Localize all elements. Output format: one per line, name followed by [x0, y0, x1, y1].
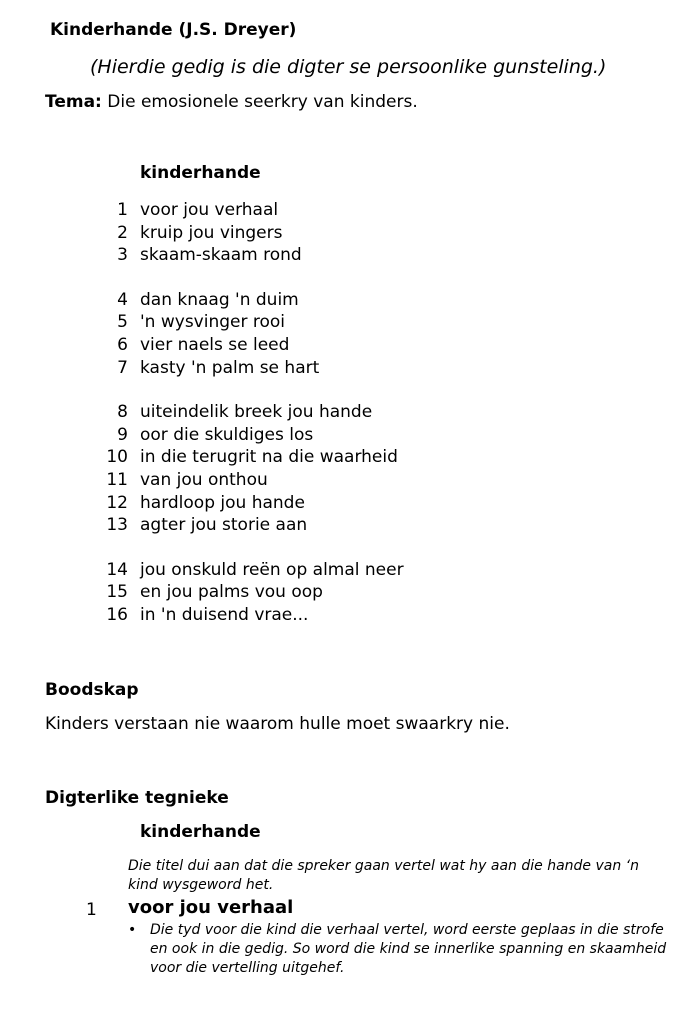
bullet-item: [128, 921, 668, 978]
boodskap-text: Kinders verstaan nie waarom hulle moet swaarkry nie.: [45, 714, 510, 734]
line-text: agter jou storie aan: [140, 515, 308, 536]
tegnieke-title: kinderhande: [140, 822, 261, 842]
tegnieke-heading: Digterlike tegnieke: [45, 788, 229, 808]
line-number: 10: [106, 447, 128, 468]
line-text: hardloop jou hande: [140, 492, 305, 513]
line-text: jou onskuld reën op almal neer: [140, 559, 404, 580]
theme-label: Tema:: [45, 92, 102, 112]
document-subtitle: (Hierdie gedig is die digter se persoonlike gunsteling.): [90, 56, 607, 78]
item-number: 1: [86, 900, 97, 920]
line-number: 9: [117, 424, 128, 445]
line-number: 8: [117, 402, 128, 423]
line-number: 1: [117, 200, 128, 220]
line-text: en jou palms vou oop: [140, 582, 323, 603]
title-note: Die titel dui aan dat die spreker gaan vertel wat hy aan die hande van ‘n kind wysgeword het.: [128, 858, 640, 893]
line-number: 5: [117, 312, 128, 333]
line-number: 13: [106, 515, 128, 536]
bullet-text: Die tyd voor die kind die verhaal vertel, word eerste geplaas in die strofe en ook in die gedig. So word die kind se innerlike spanning en skaamheid voor die vertelling uitgehef.: [150, 922, 667, 976]
line-number: 12: [106, 492, 128, 513]
line-number: 7: [117, 357, 128, 378]
line-text: 'n wysvinger rooi: [140, 312, 286, 333]
line-text: kasty 'n palm se hart: [140, 357, 320, 378]
line-text: in 'n duisend vrae...: [140, 605, 309, 625]
line-text: uiteindelik breek jou hande: [140, 402, 373, 423]
line-number: 6: [117, 335, 128, 355]
line-number: 4: [117, 289, 128, 310]
line-text: skaam-skaam rond: [140, 245, 302, 266]
line-number: 3: [117, 245, 128, 266]
theme-line: [45, 92, 418, 112]
line-number: 2: [117, 222, 128, 243]
boodskap-heading: Boodskap: [45, 680, 139, 700]
line-text: voor jou verhaal: [140, 200, 279, 220]
line-text: oor die skuldiges los: [140, 424, 314, 445]
theme-text: Die emosionele seerkry van kinders.: [101, 92, 418, 112]
document-title: Kinderhande (J.S. Dreyer): [50, 20, 297, 40]
line-text: dan knaag 'n duim: [140, 289, 299, 310]
poem-title: kinderhande: [140, 163, 261, 183]
line-number: 14: [106, 559, 128, 580]
line-number: 15: [106, 582, 128, 603]
line-number: 16: [106, 605, 128, 625]
line-text: vier naels se leed: [140, 335, 290, 355]
line-text: van jou onthou: [140, 470, 268, 490]
bullet-icon: •: [128, 922, 137, 938]
line-number: 11: [106, 470, 128, 490]
item-title: voor jou verhaal: [128, 897, 294, 918]
line-text: in die terugrit na die waarheid: [140, 447, 398, 468]
line-text: kruip jou vingers: [140, 222, 283, 243]
